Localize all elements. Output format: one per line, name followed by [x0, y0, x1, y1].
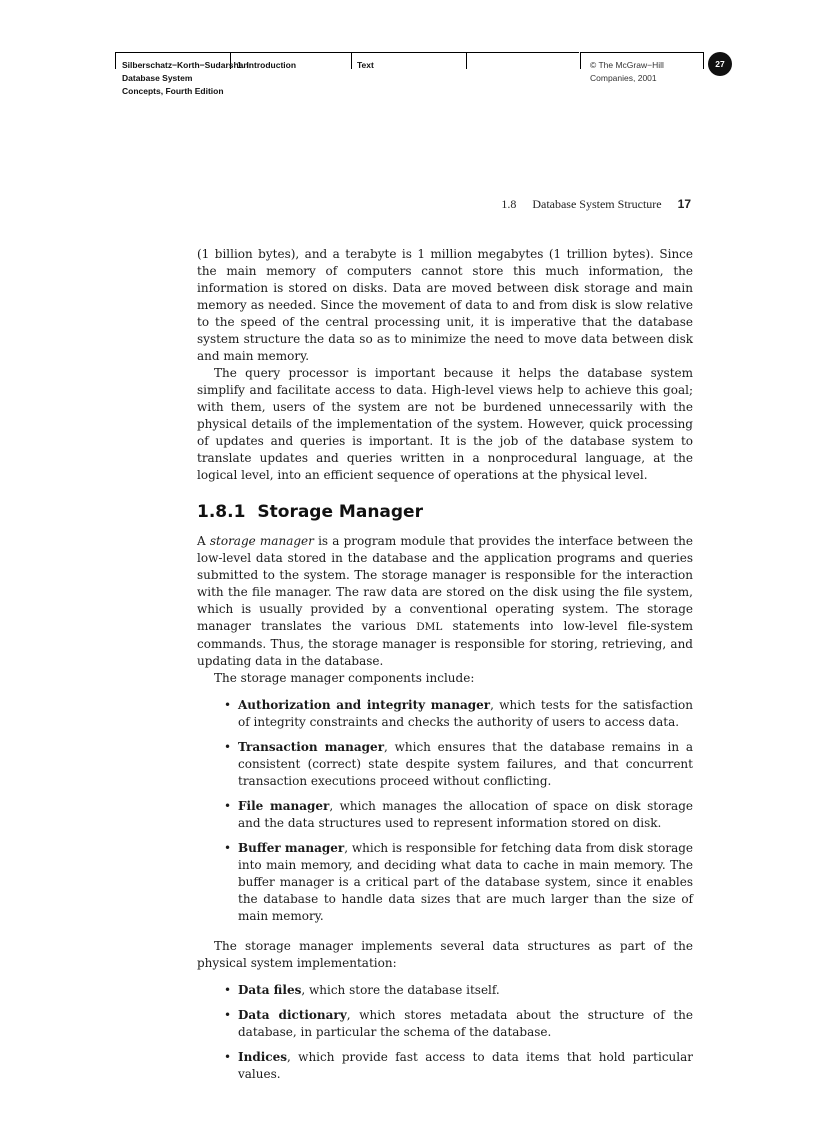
- paragraph: The storage manager implements several data structures as part of the physical system implementation:: [197, 939, 693, 970]
- header-divider: [580, 52, 581, 69]
- structure-list: [197, 982, 693, 1083]
- list-term: File manager: [238, 799, 330, 813]
- header-divider: [703, 52, 704, 69]
- bullet-icon: •: [224, 841, 232, 855]
- header-part: Text: [357, 60, 374, 70]
- list-item: [197, 1007, 693, 1041]
- component-list: [197, 697, 693, 925]
- page-body: [197, 246, 693, 1091]
- header-chapter: 1. Introduction: [237, 60, 297, 70]
- header-book-line1: Silberschatz−Korth−Sudarshan:: [122, 60, 252, 70]
- text-run: statements into low-level file-system commands. Thus, the storage manager is responsible for storing, retrieving, and updating data in the database.: [197, 619, 694, 668]
- list-text: , which tests for the satisfaction of integrity constraints and checks the authority of users to access data.: [238, 698, 693, 729]
- list-item: [197, 1049, 693, 1083]
- header-rule-right: [580, 52, 704, 53]
- text-run: is a program module that provides the interface between the low-level data stored in the database and the application programs and queries submitted to the system. The storage manager is responsible for the interaction with the file manager. The raw data are stored on the disk using the file system, which is usually provided by a conventional operating system. The storage manager translates the various: [197, 534, 693, 633]
- section-heading: [197, 501, 693, 523]
- section-number: 1.8.1: [197, 502, 246, 522]
- list-term: Transaction manager: [238, 740, 385, 754]
- header-divider: [466, 52, 467, 69]
- list-text: , which ensures that the database remains in a consistent (correct) state despite system failures, and that concurrent transaction executions proceed without conflicting.: [238, 740, 693, 788]
- bullet-icon: •: [224, 799, 232, 813]
- text-run: A: [197, 534, 210, 548]
- bullet-icon: •: [224, 740, 232, 754]
- paragraph: The query processor is important because it helps the database system simplify and facilitate access to data. High-level views help to achieve this goal; with them, users of the system are not be burdened unnecessarily with the physical details of the implementation of the system. However, quick processing of updates and queries is important. It is the job of the database system to translate updates and queries written in a nonprocedural language, at the logical level, into an efficient sequence of operations at the physical level.: [197, 366, 693, 482]
- list-item: [197, 840, 693, 925]
- list-term: Authorization and integrity manager: [238, 698, 491, 712]
- list-text: , which is responsible for fetching data from disk storage into main memory, and deciding what data to cache in main memory. The buffer manager is a critical part of the database system, since it enables the database to handle data sizes that are much larger than the size of main memory.: [238, 841, 694, 923]
- list-text: , which store the database itself.: [301, 983, 500, 997]
- list-item: [197, 697, 693, 731]
- page-number-badge: 27: [708, 52, 732, 76]
- bullet-icon: •: [224, 1008, 232, 1022]
- running-head-page-number: 17: [677, 197, 691, 211]
- bullet-icon: •: [224, 698, 232, 712]
- list-term: Data dictionary: [238, 1008, 347, 1022]
- list-term: Indices: [238, 1050, 287, 1064]
- running-head: [501, 197, 691, 212]
- header-divider: [115, 52, 116, 69]
- list-term: Buffer manager: [238, 841, 345, 855]
- list-text: , which stores metadata about the structure of the database, in particular the schema of the database.: [238, 1008, 693, 1039]
- paragraph: [197, 533, 693, 670]
- list-item: [197, 982, 693, 999]
- acronym: DML: [416, 621, 443, 633]
- running-head-title: Database System Structure: [532, 197, 662, 211]
- bullet-icon: •: [224, 1050, 232, 1064]
- list-term: Data files: [238, 983, 302, 997]
- section-title: Storage Manager: [257, 502, 423, 522]
- list-item: [197, 798, 693, 832]
- header-rule-left: [115, 52, 579, 53]
- header-book-line2: Database System: [122, 73, 193, 83]
- paragraph: (1 billion bytes), and a terabyte is 1 million megabytes (1 trillion bytes). Since the main memory of computers cannot store this much information, the information is stored on disks. Data are moved between disk storage and main memory as needed. Since the movement of data to and from disk is slow relative to the speed of the central processing unit, it is imperative that the database system structure the data so as to minimize the need to move data between disk and main memory.: [197, 247, 693, 363]
- header-divider: [351, 52, 352, 69]
- list-item: [197, 739, 693, 790]
- header-book-title: [122, 59, 251, 98]
- paragraph: The storage manager components include:: [214, 671, 475, 685]
- list-text: , which provide fast access to data items that hold particular values.: [238, 1050, 693, 1081]
- defined-term: storage manager: [209, 534, 314, 548]
- bullet-icon: •: [224, 983, 232, 997]
- header-publisher-line1: © The McGraw−Hill: [590, 60, 664, 70]
- list-text: , which manages the allocation of space on disk storage and the data structures used to represent information stored on disk.: [238, 799, 693, 830]
- header-publisher-line2: Companies, 2001: [590, 73, 657, 83]
- header-book-line3: Concepts, Fourth Edition: [122, 86, 224, 96]
- header-publisher: [590, 59, 664, 85]
- running-head-section-number: 1.8: [501, 197, 517, 211]
